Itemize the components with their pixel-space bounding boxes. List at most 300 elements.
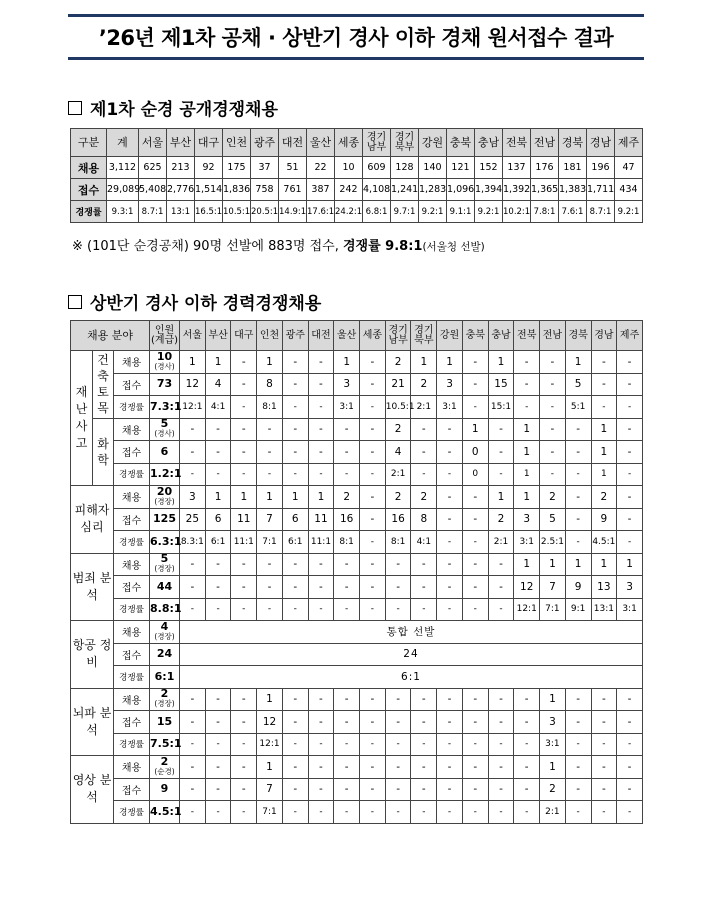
table-cell: - [385, 711, 411, 734]
table-cell: 1 [591, 553, 617, 576]
table-cell: - [437, 463, 463, 486]
column-header: 충남 [488, 321, 514, 351]
table-cell: 3:1 [617, 598, 643, 621]
table-cell: - [385, 756, 411, 779]
table-cell: - [231, 756, 257, 779]
table-cell: 7:1 [257, 531, 283, 554]
table-cell: 0 [462, 463, 488, 486]
column-header: 경남 [591, 321, 617, 351]
table-cell: 1 [437, 351, 463, 374]
table-cell: 1 [514, 486, 540, 509]
table-cell: - [462, 688, 488, 711]
column-header: 대전 [308, 321, 334, 351]
table-cell: 9 [591, 508, 617, 531]
table-cell: - [437, 531, 463, 554]
table-cell: 609 [363, 157, 391, 179]
table-cell: - [360, 756, 386, 779]
count-cell [150, 373, 180, 396]
table-cell: 13:1 [167, 201, 195, 223]
column-header: 강원 [437, 321, 463, 351]
table-cell: 1 [257, 351, 283, 374]
category-cell: 피해자 심리 [71, 486, 114, 554]
table-row [71, 463, 643, 486]
table-cell: - [180, 733, 206, 756]
row-label: 경쟁률 [114, 801, 150, 824]
table-cell: 1,241 [391, 179, 419, 201]
subcategory-text: 건축토목 [97, 353, 109, 416]
table-row [71, 733, 643, 756]
table-cell: - [462, 553, 488, 576]
table-cell: - [360, 688, 386, 711]
category-cell [71, 351, 93, 486]
table-cell: 7 [257, 508, 283, 531]
table-cell: - [437, 688, 463, 711]
count-cell [150, 733, 180, 756]
table-cell: - [308, 778, 334, 801]
table-cell: - [437, 576, 463, 599]
column-header: 전남 [540, 321, 566, 351]
table-cell: 3:1 [540, 733, 566, 756]
table-cell: - [308, 576, 334, 599]
table-cell: 8:1 [257, 396, 283, 419]
column-header: 울산 [307, 129, 335, 157]
count-cell [150, 756, 180, 779]
column-header: 광주 [282, 321, 308, 351]
count-value: 44 [156, 579, 173, 593]
count-rank: (경장) [154, 631, 175, 641]
table-cell: 92 [195, 157, 223, 179]
table-cell: - [360, 531, 386, 554]
table-cell: 1 [617, 553, 643, 576]
table-cell: - [617, 486, 643, 509]
row-label: 채용 [114, 756, 150, 779]
table-cell: - [565, 486, 591, 509]
table-cell: - [488, 756, 514, 779]
table-cell: - [257, 598, 283, 621]
count-cell [150, 553, 180, 576]
table-cell: 1,096 [447, 179, 475, 201]
table-cell: - [385, 576, 411, 599]
count-cell [150, 463, 180, 486]
table-cell: - [411, 688, 437, 711]
table-cell: - [565, 463, 591, 486]
table-cell: 8:1 [385, 531, 411, 554]
table-row [71, 576, 643, 599]
column-header: 경기북부 [411, 321, 437, 351]
footnote-suffix: (서울청 선발) [422, 241, 485, 253]
table-cell: - [231, 688, 257, 711]
table-cell: 3,112 [107, 157, 139, 179]
table-cell: - [257, 463, 283, 486]
table-cell: - [565, 418, 591, 441]
table-cell: - [231, 733, 257, 756]
count-cell [150, 688, 180, 711]
table-cell: 1,394 [475, 179, 503, 201]
open-recruitment-table [70, 128, 643, 223]
table-cell: 1 [462, 418, 488, 441]
table-cell: - [282, 756, 308, 779]
table-cell: - [462, 396, 488, 419]
table-cell: 1 [180, 351, 206, 374]
table-cell: - [591, 351, 617, 374]
count-value: 2 [160, 687, 169, 701]
table-cell: 12:1 [514, 598, 540, 621]
table-cell: 434 [615, 179, 643, 201]
table-cell: 1 [591, 463, 617, 486]
table-cell: 25 [180, 508, 206, 531]
table-cell: 625 [139, 157, 167, 179]
table-cell: - [282, 351, 308, 374]
table-cell: 9.3:1 [107, 201, 139, 223]
table-cell: - [565, 778, 591, 801]
row-label: 경쟁률 [114, 666, 150, 689]
table-cell: 2 [385, 351, 411, 374]
table-cell: - [514, 351, 540, 374]
table-cell: 11 [231, 508, 257, 531]
table-cell: 10.5:1 [385, 396, 411, 419]
table-cell: - [437, 418, 463, 441]
table-cell: - [282, 396, 308, 419]
count-cell [150, 396, 180, 419]
table-cell: 9.1:1 [447, 201, 475, 223]
table-cell: 761 [279, 179, 307, 201]
table-cell: 2:1 [411, 396, 437, 419]
column-header: 서울 [139, 129, 167, 157]
table-cell: - [617, 351, 643, 374]
table-cell: 1 [257, 688, 283, 711]
table-cell: - [231, 441, 257, 464]
footnote-ratio: 경쟁률 9.8:1 [342, 239, 423, 254]
column-header: 경북 [565, 321, 591, 351]
table-cell: - [617, 396, 643, 419]
table-cell: 242 [335, 179, 363, 201]
table-cell: - [257, 418, 283, 441]
table-cell: 51 [279, 157, 307, 179]
table-cell: - [411, 778, 437, 801]
table-cell: - [565, 441, 591, 464]
table-cell: 1,365 [531, 179, 559, 201]
count-rank: (경장) [154, 699, 175, 709]
table-cell: - [591, 756, 617, 779]
table-cell: 1 [540, 756, 566, 779]
table-cell: - [282, 373, 308, 396]
count-value: 10 [156, 349, 173, 363]
table-cell: - [282, 463, 308, 486]
table-cell: 11:1 [231, 531, 257, 554]
count-rank: (계급) [150, 334, 179, 346]
table-cell: 1 [411, 351, 437, 374]
table-cell: - [437, 756, 463, 779]
table-cell: 15:1 [488, 396, 514, 419]
table-cell: - [488, 463, 514, 486]
table-cell: 14.9:1 [279, 201, 307, 223]
category-cell: 항공 정비 [71, 621, 114, 689]
table-cell: 3 [617, 576, 643, 599]
table-cell: - [282, 553, 308, 576]
table-cell: 1 [514, 463, 540, 486]
section1-heading [68, 95, 278, 120]
row-label: 경쟁률 [114, 463, 150, 486]
count-value: 2 [160, 754, 169, 768]
table-cell: 7:1 [257, 801, 283, 824]
table-cell: - [282, 598, 308, 621]
table-row [71, 508, 643, 531]
table-cell: - [282, 801, 308, 824]
table-cell: 2:1 [540, 801, 566, 824]
table-cell: - [360, 418, 386, 441]
table-cell: 1 [540, 553, 566, 576]
table-cell: - [360, 441, 386, 464]
table-cell: 5,408 [139, 179, 167, 201]
table-cell: - [308, 688, 334, 711]
footnote [72, 235, 485, 254]
count-cell [150, 576, 180, 599]
table-cell: 0 [462, 441, 488, 464]
subcategory-cell [93, 418, 114, 486]
table-row [71, 756, 643, 779]
table-cell: - [462, 486, 488, 509]
count-cell [150, 801, 180, 824]
table-cell: - [385, 598, 411, 621]
table-cell: - [591, 778, 617, 801]
table-cell: - [257, 441, 283, 464]
table-cell: - [334, 733, 360, 756]
table-cell: 4 [205, 373, 231, 396]
table-cell: - [257, 553, 283, 576]
table-cell: 12:1 [257, 733, 283, 756]
table-cell: - [308, 373, 334, 396]
table-cell: 3 [514, 508, 540, 531]
table-cell: - [231, 598, 257, 621]
table-cell: 137 [503, 157, 531, 179]
column-header: 계 [107, 129, 139, 157]
table-row [71, 418, 643, 441]
table-cell: 1 [488, 486, 514, 509]
table-cell: - [565, 688, 591, 711]
table-cell: 2 [411, 486, 437, 509]
table-cell: 7 [540, 576, 566, 599]
table-cell: 1 [565, 553, 591, 576]
table-cell: - [514, 711, 540, 734]
table-row [71, 711, 643, 734]
table-cell: - [488, 801, 514, 824]
table-cell: 8.3:1 [180, 531, 206, 554]
table-cell: 7.8:1 [531, 201, 559, 223]
count-value: 20 [156, 484, 173, 498]
table-cell: - [514, 778, 540, 801]
column-header: 제주 [615, 129, 643, 157]
table-cell: - [180, 553, 206, 576]
table-cell: 10.5:1 [223, 201, 251, 223]
table-cell: 6 [282, 508, 308, 531]
table-cell: - [360, 396, 386, 419]
table-cell: 3 [180, 486, 206, 509]
table-cell: - [231, 418, 257, 441]
row-label: 채용 [114, 553, 150, 576]
table-cell: - [385, 688, 411, 711]
column-header: 경기남부 [363, 129, 391, 157]
table-cell: - [437, 598, 463, 621]
table-cell: 2 [334, 486, 360, 509]
table-cell: - [411, 733, 437, 756]
table-cell: 1 [591, 418, 617, 441]
table-cell: - [231, 801, 257, 824]
table-cell: 1 [565, 351, 591, 374]
row-label: 경쟁률 [114, 733, 150, 756]
table-cell: 11:1 [308, 531, 334, 554]
table-cell: - [617, 733, 643, 756]
table-cell: - [591, 688, 617, 711]
table-cell: 1,711 [587, 179, 615, 201]
table-cell: 8 [411, 508, 437, 531]
table-cell: 213 [167, 157, 195, 179]
table-cell: 4,108 [363, 179, 391, 201]
count-cell [150, 711, 180, 734]
table-row [71, 598, 643, 621]
table-cell: - [437, 553, 463, 576]
table-cell: 1 [540, 688, 566, 711]
table-cell: 2 [488, 508, 514, 531]
table-cell: - [180, 441, 206, 464]
table-cell: - [360, 486, 386, 509]
table-cell: 9 [565, 576, 591, 599]
table-cell: - [617, 688, 643, 711]
count-value: 5 [160, 417, 169, 431]
table-cell: - [437, 441, 463, 464]
table-cell: - [360, 598, 386, 621]
table-row [71, 396, 643, 419]
table-cell: - [462, 733, 488, 756]
count-cell [150, 441, 180, 464]
table-cell: 12 [180, 373, 206, 396]
count-value: 125 [153, 512, 176, 526]
column-header: 인천 [223, 129, 251, 157]
subcategory-text: 화학 [97, 436, 109, 467]
count-value: 1.2:1 [150, 467, 182, 481]
table-cell: - [462, 508, 488, 531]
table-cell: 1,514 [195, 179, 223, 201]
table-cell: - [514, 688, 540, 711]
table-cell: - [411, 598, 437, 621]
table-cell: - [180, 711, 206, 734]
table-cell: - [360, 553, 386, 576]
table-cell: 9.2:1 [419, 201, 447, 223]
table-cell: - [205, 576, 231, 599]
table-cell: - [617, 373, 643, 396]
table-cell: 8 [257, 373, 283, 396]
table-cell: - [334, 756, 360, 779]
square-bullet-icon [68, 101, 82, 115]
table-cell: - [514, 756, 540, 779]
table-cell: - [540, 351, 566, 374]
table-cell: - [462, 373, 488, 396]
column-header: 대구 [231, 321, 257, 351]
table-cell: - [282, 778, 308, 801]
table-cell: - [540, 441, 566, 464]
table-row [71, 553, 643, 576]
table-cell: 16 [334, 508, 360, 531]
table2-header-row [71, 321, 643, 351]
row-label: 접수 [114, 576, 150, 599]
table-cell: - [231, 576, 257, 599]
table-cell: - [360, 508, 386, 531]
table-cell: 7 [257, 778, 283, 801]
table-row [71, 643, 643, 666]
row-label: 접수 [114, 441, 150, 464]
table-cell: - [565, 756, 591, 779]
table-cell: 12 [257, 711, 283, 734]
column-header: 광주 [251, 129, 279, 157]
table-cell: - [282, 441, 308, 464]
table-cell: - [385, 801, 411, 824]
count-value: 9 [160, 782, 169, 796]
column-header: 부산 [167, 129, 195, 157]
table-cell: - [180, 418, 206, 441]
count-label: 인원 [154, 324, 175, 336]
table-cell: - [308, 441, 334, 464]
table-cell: 37 [251, 157, 279, 179]
table-cell: - [617, 756, 643, 779]
section1-heading-text: 제1차 순경 공개경쟁채용 [90, 100, 278, 120]
column-header: 세종 [335, 129, 363, 157]
table-cell: - [308, 756, 334, 779]
table-cell: - [334, 801, 360, 824]
table-row [71, 351, 643, 374]
table-cell: 10 [335, 157, 363, 179]
table-cell: - [308, 598, 334, 621]
table-cell: 3:1 [334, 396, 360, 419]
row-label: 채용 [114, 486, 150, 509]
table-cell: - [540, 396, 566, 419]
row-header: 접수 [71, 179, 107, 201]
table-cell: 16 [385, 508, 411, 531]
count-rank: (경사) [154, 361, 175, 371]
table-cell: 13 [591, 576, 617, 599]
table-cell: - [205, 801, 231, 824]
table-cell: 1 [205, 486, 231, 509]
table-cell: - [591, 801, 617, 824]
table-cell: - [231, 351, 257, 374]
row-label: 채용 [114, 351, 150, 374]
table-cell: 181 [559, 157, 587, 179]
category-cell: 영상 분석 [71, 756, 114, 824]
table-cell: - [488, 441, 514, 464]
table-cell: 4 [385, 441, 411, 464]
row-label: 접수 [114, 643, 150, 666]
row-label: 경쟁률 [114, 598, 150, 621]
table-cell: - [360, 711, 386, 734]
table-cell: - [205, 688, 231, 711]
column-header: 경북 [559, 129, 587, 157]
count-rank: (순경) [154, 766, 175, 776]
table-cell: - [282, 711, 308, 734]
column-header: 전북 [514, 321, 540, 351]
table-cell: - [411, 756, 437, 779]
table-cell: 22 [307, 157, 335, 179]
table-cell: - [308, 801, 334, 824]
table-cell: 1 [257, 486, 283, 509]
table-cell: - [257, 576, 283, 599]
table-cell: - [617, 508, 643, 531]
table-cell: - [411, 418, 437, 441]
table-cell: - [205, 553, 231, 576]
table-cell: - [334, 778, 360, 801]
table-cell: - [360, 373, 386, 396]
table-cell: - [462, 351, 488, 374]
table-cell: - [591, 396, 617, 419]
table-cell: - [617, 711, 643, 734]
table-cell: - [540, 373, 566, 396]
